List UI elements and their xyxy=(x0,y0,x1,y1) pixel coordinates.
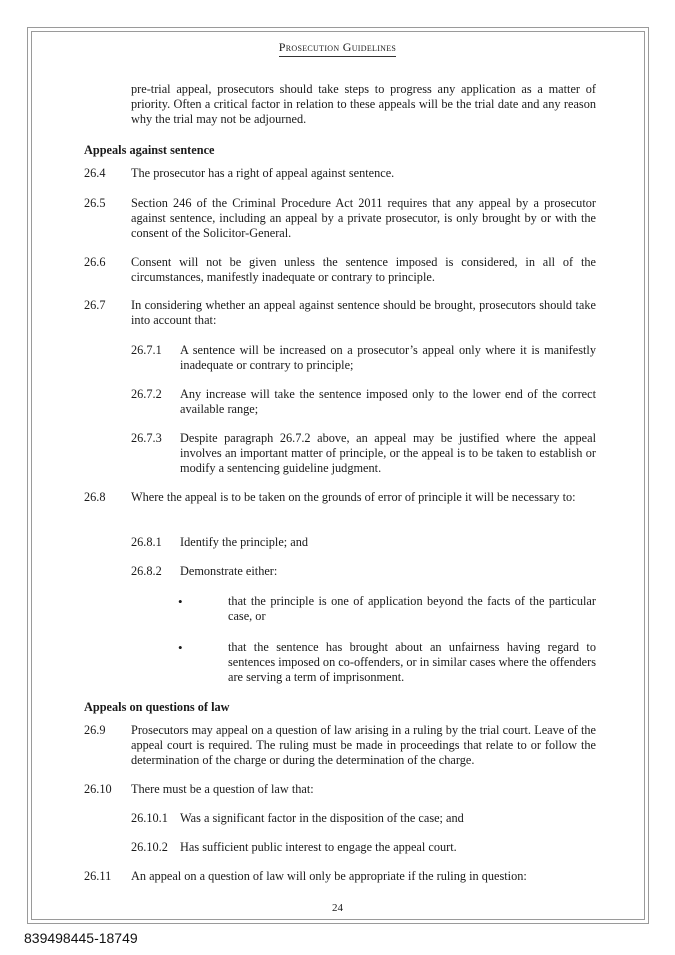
page-number: 24 xyxy=(332,902,343,914)
paragraph-text: There must be a question of law that: xyxy=(131,782,314,796)
paragraph-text: In considering whether an appeal against sentence should be brought, prosecutors should take into account that: xyxy=(131,298,596,328)
paragraph-text: The prosecutor has a right of appeal against sentence. xyxy=(131,166,395,180)
paragraph-number: 26.8 xyxy=(84,490,106,504)
subparagraph-number: 26.10.1 xyxy=(131,811,168,825)
paragraph-number: 26.5 xyxy=(84,196,106,210)
header-title: Prosecution Guidelines xyxy=(279,40,396,57)
paragraph-number: 26.6 xyxy=(84,255,106,269)
subparagraph-number: 26.10.2 xyxy=(131,840,168,854)
section-heading-law: Appeals on questions of law xyxy=(84,700,230,714)
subparagraph-text: Despite paragraph 26.7.2 above, an appeal may be justified where the appeal involves an important matter of principle, or the appeal is to be taken to establish or modify a sentencing guideline judgment. xyxy=(180,431,596,476)
paragraph-text: Where the appeal is to be taken on the grounds of error of principle it will be necessary to: xyxy=(131,490,576,504)
paragraph-text: An appeal on a question of law will only be appropriate if the ruling in question: xyxy=(131,869,527,883)
subparagraph-number: 26.7.3 xyxy=(131,431,162,445)
document-id: 839498445-18749 xyxy=(24,930,138,946)
section-heading-sentence: Appeals against sentence xyxy=(84,143,215,157)
bullet-marker: • xyxy=(178,640,183,655)
paragraph-number: 26.10 xyxy=(84,782,112,796)
subparagraph-number: 26.7.2 xyxy=(131,387,162,401)
subparagraph-text: Any increase will take the sentence imposed only to the lower end of the correct available range; xyxy=(180,387,596,417)
subparagraph-number: 26.7.1 xyxy=(131,343,162,357)
subparagraph-number: 26.8.1 xyxy=(131,535,162,549)
subparagraph-number: 26.8.2 xyxy=(131,564,162,578)
subparagraph-text: Has sufficient public interest to engage the appeal court. xyxy=(180,840,457,854)
subparagraph-text: A sentence will be increased on a prosecutor’s appeal only where it is manifestly inadequate or contrary to principle; xyxy=(180,343,596,373)
subparagraph-text: Demonstrate either: xyxy=(180,564,278,578)
bullet-text: that the principle is one of application beyond the facts of the particular case, or xyxy=(228,594,596,624)
bullet-marker: • xyxy=(178,594,183,609)
paragraph-text: Section 246 of the Criminal Procedure Act 2011 requires that any appeal by a prosecutor against sentence, including an appeal by a private prosecutor, is only brought by or with the consent of the Solicitor-General. xyxy=(131,196,596,241)
paragraph-text: Consent will not be given unless the sentence imposed is considered, in all of the circumstances, manifestly inadequate or contrary to principle. xyxy=(131,255,596,285)
paragraph-number: 26.4 xyxy=(84,166,106,180)
paragraph-number: 26.7 xyxy=(84,298,106,312)
intro-paragraph: pre-trial appeal, prosecutors should take steps to progress any application as a matter of priority. Often a critical factor in relation to these appeals will be the trial date and any reason why the trial may not be adjourned. xyxy=(131,82,596,127)
bullet-text: that the sentence has brought about an unfairness having regard to sentences imposed on co-offenders, or in similar cases where the offenders are serving a term of imprisonment. xyxy=(228,640,596,685)
paragraph-number: 26.9 xyxy=(84,723,106,737)
paragraph-number: 26.11 xyxy=(84,869,112,883)
running-header xyxy=(0,40,675,55)
paragraph-text: Prosecutors may appeal on a question of law arising in a ruling by the trial court. Leave of the appeal court is required. The ruling must be made in proceedings that relate to or follow the determination of the charge or during the determination of the charge. xyxy=(131,723,596,768)
subparagraph-text: Identify the principle; and xyxy=(180,535,309,549)
subparagraph-text: Was a significant factor in the disposition of the case; and xyxy=(180,811,464,825)
